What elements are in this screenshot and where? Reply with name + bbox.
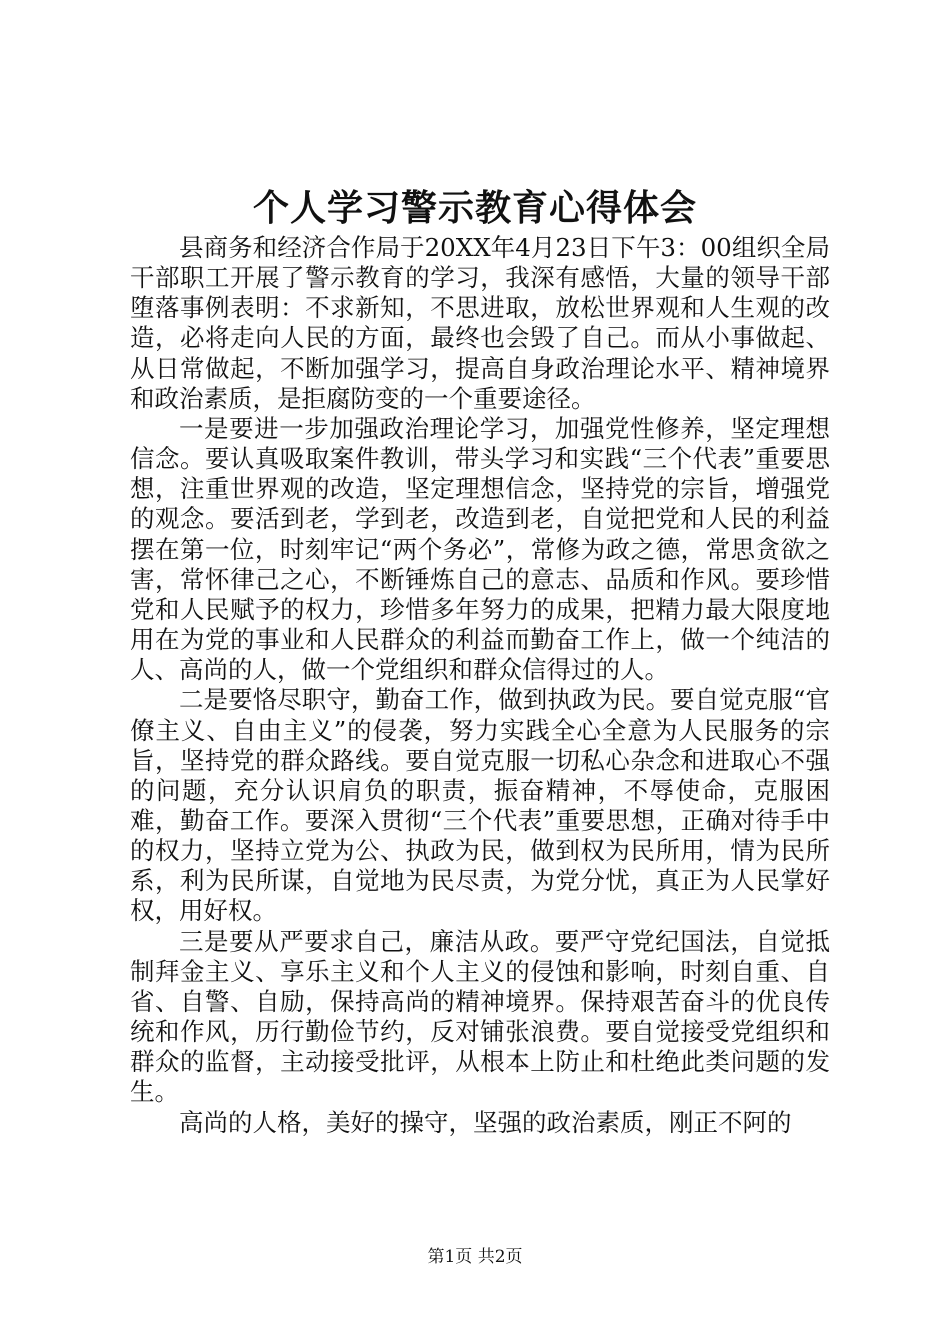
paragraph-point-one: 一是要进一步加强政治理论学习，加强党性修养，坚定理想信念。要认真吸取案件教训，带头学习和实践“三个代表”重要思想，注重世界观的改造，坚定理想信念，坚持党的宗旨，增强党的观念。要活到老，学到老，改造到老，自觉把党和人民的利益摆在第一位，时刻牢记“两个务必”，常修为政之德，常思贪欲之害，常怀律己之心，不断锤炼自己的意志、品质和作风。要珍惜党和人民赋予的权力，珍惜多年努力的成果，把精力最大限度地用在为党的事业和人民群众的利益而勤奋工作上，做一个纯洁的人、高尚的人，做一个党组织和群众信得过的人。 [130, 413, 830, 685]
document-body [130, 233, 830, 1138]
paragraph-point-two: 二是要恪尽职守，勤奋工作，做到执政为民。要自觉克服“官僚主义、自由主义”的侵袭，努力实践全心全意为人民服务的宗旨，坚持党的群众路线。要自觉克服一切私心杂念和进取心不强的问题，充分认识肩负的职责，振奋精神，不辱使命，克服困难，勤奋工作。要深入贯彻“三个代表”重要思想，正确对待手中的权力，坚持立党为公、执政为民，做到权为民所用，情为民所系，利为民所谋，自觉地为民尽责，为党分忧，真正为人民掌好权，用好权。 [130, 685, 830, 926]
paragraph-intro: 县商务和经济合作局于20XX年4月23日下午3：00组织全局干部职工开展了警示教育的学习，我深有感悟，大量的领导干部堕落事例表明：不求新知，不思进取，放松世界观和人生观的改造，必将走向人民的方面，最终也会毁了自己。而从小事做起、从日常做起，不断加强学习，提高自身政治理论水平、精神境界和政治素质，是拒腐防变的一个重要途径。 [130, 233, 830, 413]
paragraph-continuation: 高尚的人格，美好的操守，坚强的政治素质，刚正不阿的 [179, 1107, 792, 1137]
page-number-footer: 第1页 共2页 [427, 1247, 523, 1267]
document-title: 个人学习警示教育心得体会 [252, 187, 697, 229]
paragraph-point-three: 三是要从严要求自己，廉洁从政。要严守党纪国法，自觉抵制拜金主义、享乐主义和个人主义的侵蚀和影响，时刻自重、自省、自警、自励，保持高尚的精神境界。保持艰苦奋斗的优良传统和作风，历行勤俭节约，反对铺张浪费。要自觉接受党组织和群众的监督，主动接受批评，从根本上防止和杜绝此类问题的发生。 [130, 926, 830, 1107]
